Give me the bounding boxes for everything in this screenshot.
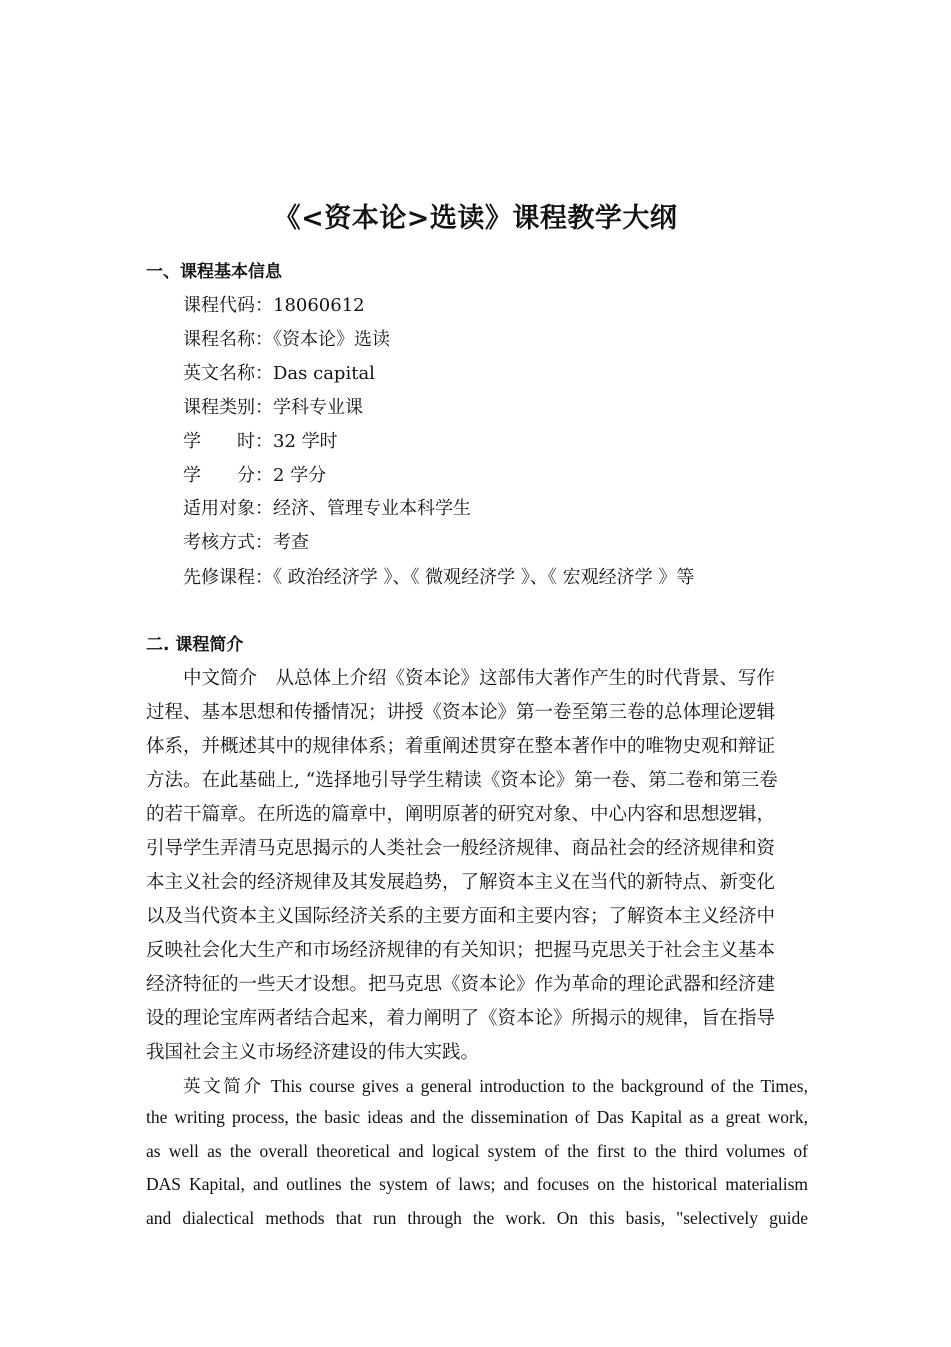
info-label: 适用对象：	[183, 498, 273, 519]
english-intro-line: 英文简介 This course gives a general introduction to the background of the Times,	[183, 1076, 808, 1096]
info-row-course-name	[183, 325, 390, 351]
section-heading-course-intro: 二. 课程简介	[146, 635, 244, 655]
chinese-intro-line: 反映社会化大生产和市场经济规律的有关知识；把握马克思关于社会主义基本	[146, 940, 776, 961]
info-row-assessment	[183, 528, 309, 554]
info-label: 先修课程：	[183, 567, 273, 588]
info-label: 考核方式：	[183, 532, 273, 553]
info-value: 学科专业课	[273, 397, 363, 418]
info-label: 课程类别：	[183, 397, 273, 418]
chinese-intro-line: 的若干篇章。在所选的篇章中，阐明原著的研究对象、中心内容和思想逻辑，	[146, 804, 776, 825]
info-value: 《资本论》选读	[273, 329, 390, 350]
chinese-intro-line: 经济特征的一些天才设想。把马克思《资本论》作为革命的理论武器和经济建	[146, 974, 776, 995]
info-value: 32 学时	[273, 431, 338, 452]
info-label: 学 分：	[183, 465, 273, 486]
chinese-intro-line: 方法。在此基础上, “选择地引导学生精读《资本论》第一卷、第二卷和第三卷	[146, 770, 778, 791]
info-row-hours	[183, 427, 338, 453]
info-value: Das capital	[273, 363, 375, 384]
chinese-intro-line: 引导学生弄清马克思揭示的人类社会一般经济规律、商品社会的经济规律和资	[146, 838, 776, 859]
document-title: 《<资本论>选读》课程教学大纲	[273, 203, 678, 234]
chinese-intro-line: 中文简介 从总体上介绍《资本论》这部伟大著作产生的时代背景、写作	[183, 668, 776, 689]
chinese-intro-line: 本主义社会的经济规律及其发展趋势，了解资本主义在当代的新特点、新变化	[146, 872, 776, 893]
chinese-intro-line: 设的理论宝库两者结合起来，着力阐明了《资本论》所揭示的规律，旨在指导	[146, 1008, 776, 1029]
info-label: 学 时：	[183, 431, 273, 452]
english-intro-line: DAS Kapital, and outlines the system of laws; and focuses on the historical materialism	[146, 1174, 808, 1194]
info-row-prerequisites	[183, 563, 694, 589]
info-label: 课程名称：	[183, 329, 273, 350]
info-row-credits	[183, 461, 326, 487]
info-row-course-code	[183, 291, 365, 317]
chinese-intro-line: 体系，并概述其中的规律体系；着重阐述贯穿在整本著作中的唯物史观和辩证	[146, 736, 776, 757]
info-label: 课程代码：	[183, 295, 273, 316]
chinese-intro-line: 过程、基本思想和传播情况；讲授《资本论》第一卷至第三卷的总体理论逻辑	[146, 702, 776, 723]
info-value: 经济、管理专业本科学生	[273, 498, 471, 519]
info-row-english-name	[183, 359, 375, 385]
chinese-intro-line: 我国社会主义市场经济建设的伟大实践。	[146, 1042, 480, 1063]
info-value: 《 政治经济学 》、《 微观经济学 》、《 宏观经济学 》等	[273, 567, 695, 588]
info-label: 英文名称：	[183, 363, 273, 384]
english-intro-line: as well as the overall theoretical and logical system of the first to the third volumes of	[146, 1141, 808, 1161]
info-value: 2 学分	[273, 465, 327, 486]
info-row-course-category	[183, 393, 363, 419]
section-heading-basic-info: 一、课程基本信息	[146, 262, 282, 282]
english-intro-line: and dialectical methods that run through the work. On this basis, "selectively guide	[146, 1208, 808, 1228]
info-value: 考查	[273, 532, 309, 553]
chinese-intro-line: 以及当代资本主义国际经济关系的主要方面和主要内容；了解资本主义经济中	[146, 906, 776, 927]
info-row-target-students	[183, 494, 471, 520]
info-value: 18060612	[273, 295, 365, 316]
english-intro-line: the writing process, the basic ideas and the dissemination of Das Kapital as a great work,	[146, 1107, 808, 1127]
